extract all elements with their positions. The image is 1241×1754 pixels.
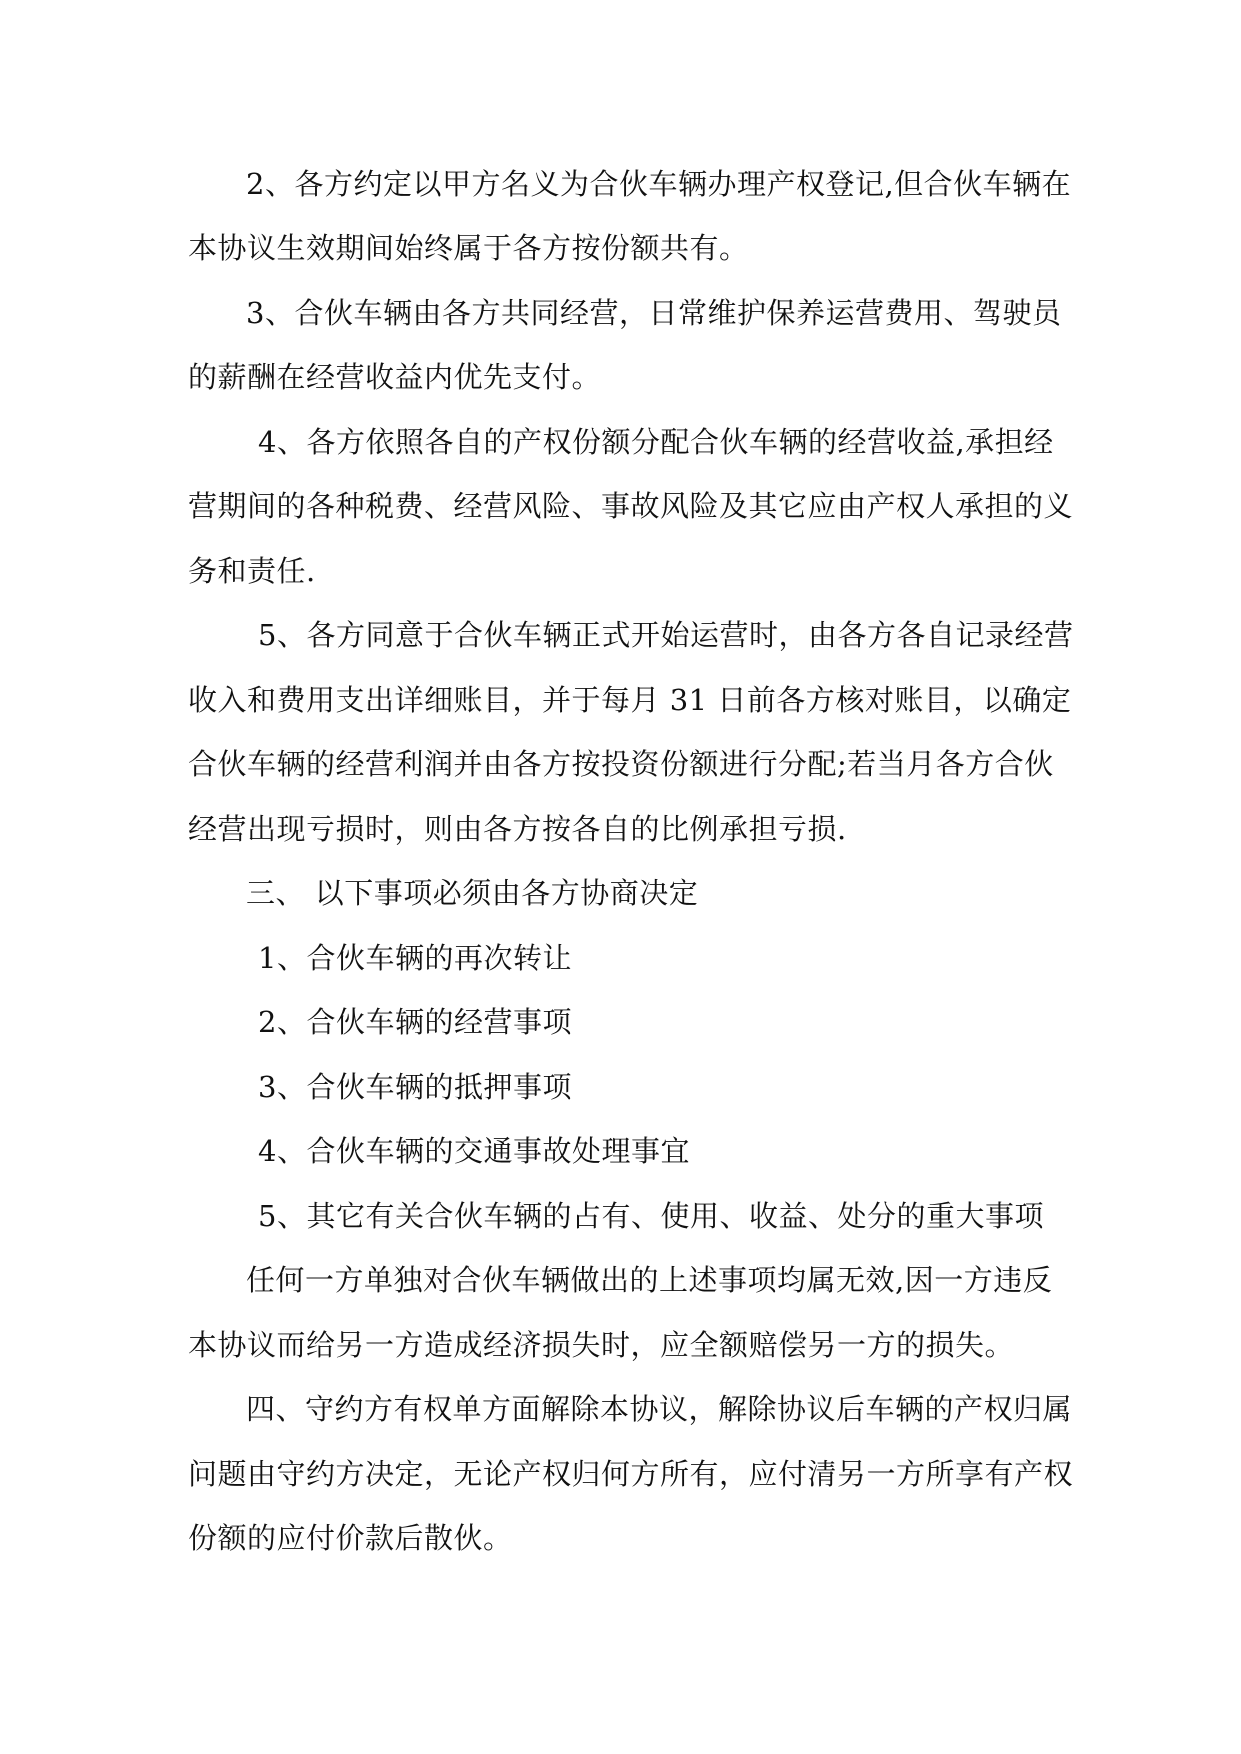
text-line-18: 任何一方单独对合伙车辆做出的上述事项均属无效,因一方违反 xyxy=(246,1263,1053,1297)
text-line-4: 的薪酬在经营收益内优先支付。 xyxy=(188,360,602,394)
text-line-1: 2、各方约定以甲方名义为合伙车辆办理产权登记,但合伙车辆在 xyxy=(246,167,1072,201)
text-line-8: 5、各方同意于合伙车辆正式开始运营时，由各方各自记录经营 xyxy=(258,618,1074,652)
text-line-14: 2、合伙车辆的经营事项 xyxy=(258,1005,572,1039)
text-line-3: 3、合伙车辆由各方共同经营，日常维护保养运营费用、驾驶员 xyxy=(246,296,1062,330)
text-line-20: 四、守约方有权单方面解除本协议，解除协议后车辆的产权归属 xyxy=(246,1392,1073,1426)
text-line-9: 收入和费用支出详细账目，并于每月 31 日前各方核对账目，以确定 xyxy=(188,683,1072,717)
text-line-16: 4、合伙车辆的交通事故处理事宜 xyxy=(258,1134,690,1168)
text-line-17: 5、其它有关合伙车辆的占有、使用、收益、处分的重大事项 xyxy=(258,1199,1044,1233)
text-line-12: 三、 以下事项必须由各方协商决定 xyxy=(246,876,699,910)
text-line-11: 经营出现亏损时，则由各方按各自的比例承担亏损. xyxy=(188,812,847,846)
text-line-15: 3、合伙车辆的抵押事项 xyxy=(258,1070,572,1104)
text-line-10: 合伙车辆的经营利润并由各方按投资份额进行分配;若当月各方合伙 xyxy=(188,747,1054,781)
text-line-6: 营期间的各种税费、经营风险、事故风险及其它应由产权人承担的义 xyxy=(188,489,1074,523)
text-line-19: 本协议而给另一方造成经济损失时，应全额赔偿另一方的损失。 xyxy=(188,1328,1015,1362)
text-line-22: 份额的应付价款后散伙。 xyxy=(188,1521,513,1555)
text-line-7: 务和责任. xyxy=(188,554,316,588)
text-line-21: 问题由守约方决定，无论产权归何方所有，应付清另一方所享有产权 xyxy=(188,1457,1074,1491)
text-line-13: 1、合伙车辆的再次转让 xyxy=(258,941,572,975)
text-line-2: 本协议生效期间始终属于各方按份额共有。 xyxy=(188,231,749,265)
text-line-5: 4、各方依照各自的产权份额分配合伙车辆的经营收益,承担经 xyxy=(258,425,1054,459)
